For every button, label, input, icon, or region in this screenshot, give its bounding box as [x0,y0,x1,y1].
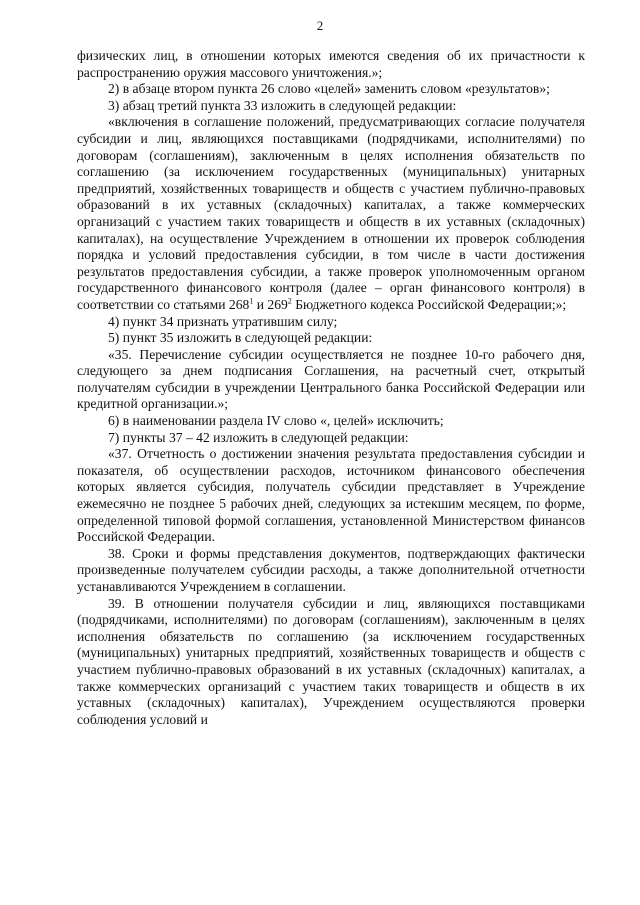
paragraph-item-3: 3) абзац третий пункта 33 изложить в следующей редакции: [108,97,457,113]
paragraph-item-4: 4) пункт 34 признать утратившим силу; [108,313,338,329]
clause-33-and: и 269 [253,296,288,312]
document-body [77,48,585,728]
paragraph-clause-39: 39. В отношении получателя субсидии и лиц, являющихся поставщиками (подрядчиками, исполнителями) по договорам (соглашениям), заключенным в целях исполнения обязательств по соглашению (за исключением государственных (муниципальных) унитарных предприятий, хозяйственных товариществ и обществ с участием публично-правовых образований в их уставных (складочных) капиталах, а также коммерческих организаций с участием таких товариществ и обществ в их уставных (складочных) капиталах), Учреждением осуществляются проверки соблюдения условий и [77,595,585,727]
clause-33-text: «включения в соглашение положений, предусматривающих согласие получателя субсидии и лиц, являющихся поставщиками (подрядчиками, исполнителями) по договорам (соглашениям), заключенным в целях исполнения обязательств по соглашению (за исключением государственных (муниципальных) унитарных предприятий, хозяйственных товариществ и обществ с участием публично-правовых образований в их уставных (складочных) капиталах, а также коммерческих организаций с участием таких товариществ и обществ в их уставных (складочных) капиталах), на осуществление Учреждением в отношении их проверок соблюдения порядка и условий предоставления субсидии, в том числе в части достижения результатов предоставления субсидии, а также проверок уполномоченным органом государственного финансового контроля (далее – орган финансового контроля) в соответствии со статьями 268 [77,114,585,312]
paragraph-item-2: 2) в абзаце втором пункта 26 слово «целей» заменить словом «результатов»; [108,81,550,97]
page-number: 2 [316,18,324,33]
paragraph-item-7: 7) пункты 37 – 42 изложить в следующей редакции: [108,429,409,445]
superscript-1: 1 [249,296,254,306]
paragraph-clause-35: «35. Перечисление субсидии осуществляется не позднее 10-го рабочего дня, следующего за днем подписания Соглашения, на расчетный счет, открытый получателям субсидии в учреждении Центрального банка Российской Федерации или кредитной организации.»; [77,346,585,412]
superscript-2: 2 [287,296,292,306]
clause-33-end: Бюджетного кодекса Российской Федерации;»; [291,296,567,312]
paragraph-quoted-clause-33 [77,114,585,313]
paragraph-item-6: 6) в наименовании раздела IV слово «, целей» исключить; [108,413,444,429]
paragraph-item-5: 5) пункт 35 изложить в следующей редакции: [108,330,373,346]
paragraph-clause-37: «37. Отчетность о достижении значения результата предоставления субсидии и показателя, об осуществлении расходов, источником финансового обеспечения которых является субсидия, получатель субсидии представляет в Учреждение ежемесячно не позднее 5 рабочих дней, следующих за истекшим месяцем, по форме, определенной типовой формой соглашения, установленной Министерством финансов Российской Федерации. [77,446,585,545]
paragraph-continuation: физических лиц, в отношении которых имеются сведения об их причастности к распространению оружия массового уничтожения.»; [77,48,585,80]
paragraph-clause-38: 38. Сроки и формы представления документов, подтверждающих фактически произведенные получателем субсидии расходы, а также дополнительной отчетности устанавливаются Учреждением в соглашении. [77,545,585,594]
